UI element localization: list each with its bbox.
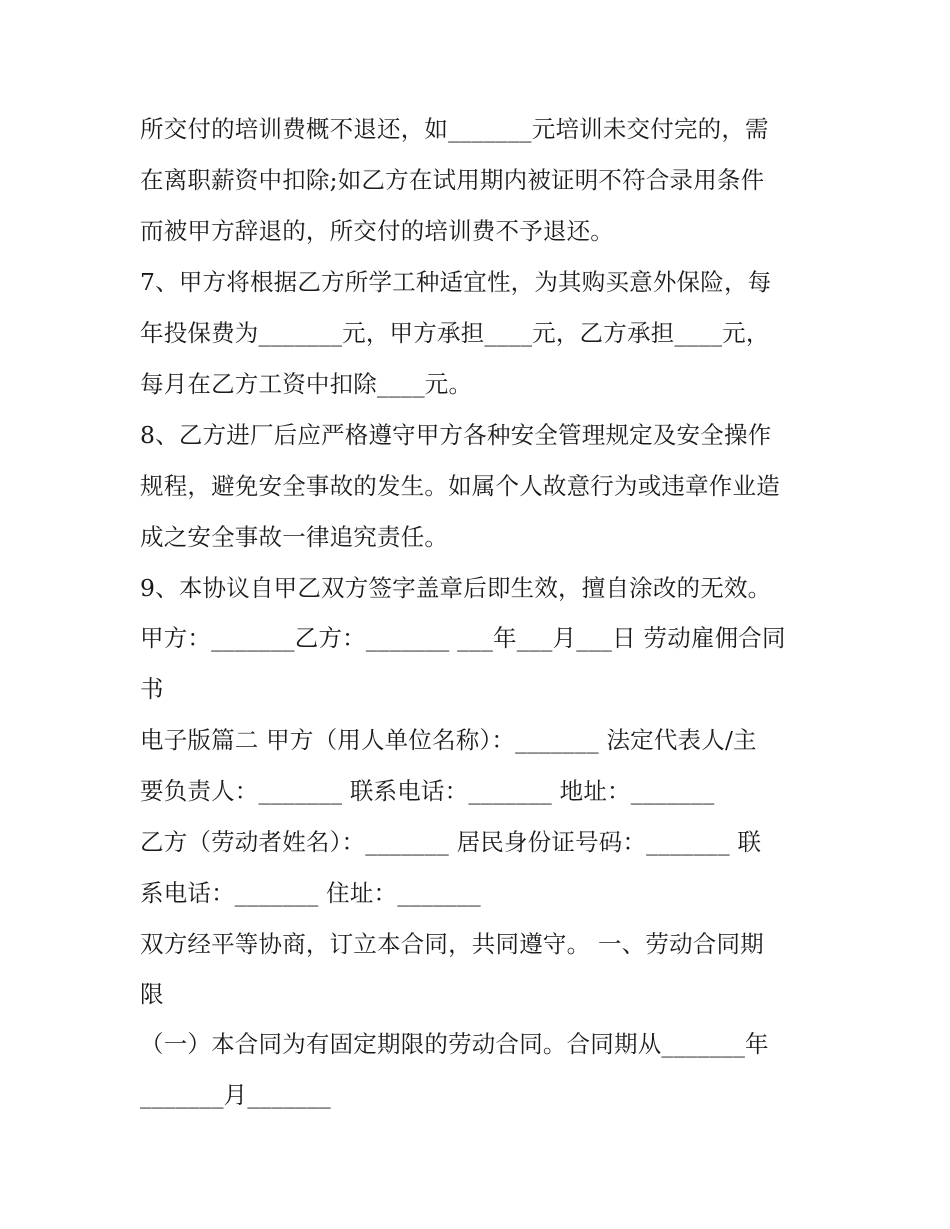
text-line: _______月_______ <box>140 1081 331 1109</box>
text-line: 乙方（劳动者姓名）：_______ 居民身份证号码：_______ 联 <box>140 828 762 856</box>
text-line: 规程，避免安全事故的发生。如属个人故意行为或违章作业造 <box>140 472 780 500</box>
text-line: 要负责人：_______ 联系电话：_______ 地址：_______ <box>140 777 715 805</box>
text-line: 电子版篇二 甲方（用人单位名称）：_______ 法定代表人/主 <box>140 726 757 754</box>
text-line: 7、甲方将根据乙方所学工种适宜性，为其购买意外保险，每 <box>140 268 772 296</box>
text-line: 而被甲方辞退的，所交付的培训费不予退还。 <box>140 217 614 245</box>
text-line: 成之安全事故一律追究责任。 <box>140 523 449 551</box>
text-line: 每月在乙方工资中扣除____元。 <box>140 370 473 398</box>
text-line: 系电话：_______ 住址：_______ <box>140 879 481 907</box>
text-line: 书 <box>140 675 164 703</box>
text-line: 8、乙方进厂后应严格遵守甲方各种安全管理规定及安全操作 <box>140 421 772 449</box>
text-line: 9、本协议自甲乙双方签字盖章后即生效，擅自涂改的无效。 <box>140 574 772 602</box>
text-line: 双方经平等协商，订立本合同，共同遵守。 一、劳动合同期 <box>140 930 764 958</box>
text-line: 限 <box>140 980 164 1008</box>
text-line: 甲方：_______乙方：_______ ___年___月___日 劳动雇佣合同 <box>140 624 786 652</box>
text-line: 所交付的培训费概不退还，如_______元培训未交付完的，需 <box>140 115 769 143</box>
text-line: 年投保费为_______元，甲方承担____元，乙方承担____元， <box>140 319 770 347</box>
text-line: 在离职薪资中扣除;如乙方在试用期内被证明不符合录用条件 <box>140 166 765 194</box>
text-line: （一）本合同为有固定期限的劳动合同。合同期从_______年 <box>140 1030 769 1058</box>
